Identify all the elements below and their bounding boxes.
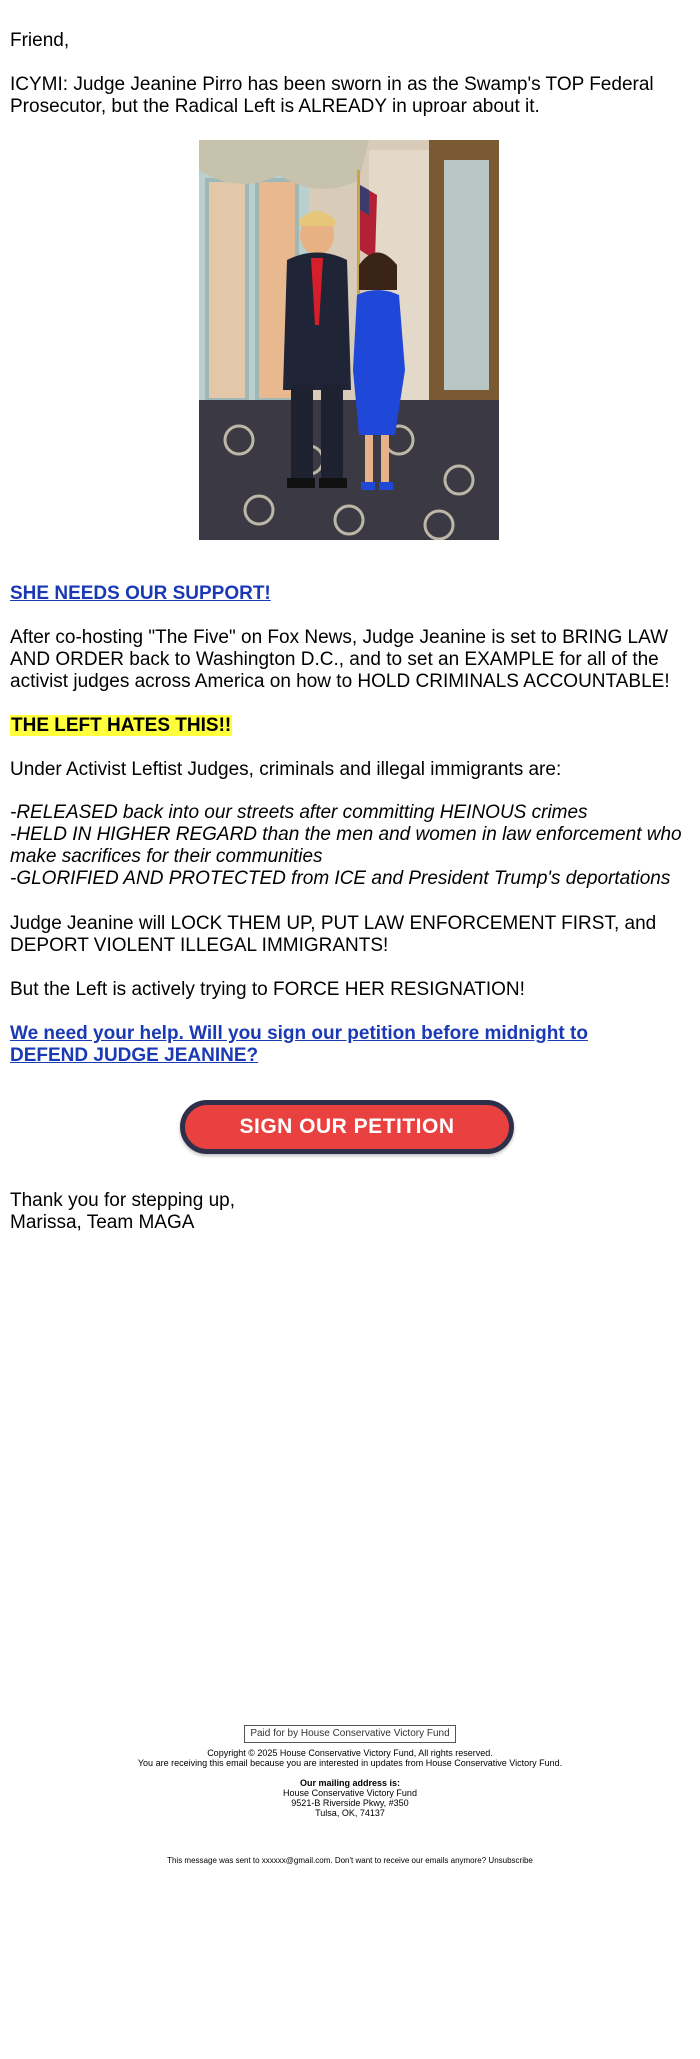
mailing-address-title: Our mailing address is: (299, 1778, 401, 1788)
bullet-item: -GLORIFIED AND PROTECTED from ICE and President Trump's deportations (10, 868, 671, 889)
mailing-address-street: 9521-B Riverside Pkwy, #350 (291, 1798, 409, 1808)
bullet-list (10, 802, 685, 890)
photo-illustration (199, 140, 499, 540)
fox-news-paragraph: After co-hosting "The Five" on Fox News, Judge Jeanine is set to BRING LAW AND ORDER back to Washington D.C., and to set an EXAMPLE for all of the activist judges across America on how to HOLD CRIMINALS ACCOUNTABLE! (10, 627, 670, 692)
force-resignation-paragraph: But the Left is actively trying to FORCE HER RESIGNATION! (10, 979, 525, 1000)
signoff-signature: Marissa, Team MAGA (10, 1212, 195, 1233)
unsubscribe-text[interactable]: This message was sent to xxxxxx@gmail.com. Don't want to receive our emails anymore? Unsubscribe (167, 1856, 533, 1865)
intro-paragraph: ICYMI: Judge Jeanine Pirro has been sworn in as the Swamp's TOP Federal Prosecutor, but the Radical Left is ALREADY in uproar about it. (10, 74, 654, 117)
receiving-reason-text: You are receiving this email because you are interested in updates from House Conservative Victory Fund. (137, 1758, 563, 1768)
signoff-thanks: Thank you for stepping up, (10, 1190, 235, 1211)
lock-them-up-paragraph: Judge Jeanine will LOCK THEM UP, PUT LAW ENFORCEMENT FIRST, and DEPORT VIOLENT ILLEGAL IMMIGRANTS! (10, 913, 657, 956)
photo-trump-pirro (199, 140, 499, 540)
mailing-address-city: Tulsa, OK, 74137 (315, 1808, 385, 1818)
footer (0, 1725, 700, 1866)
bullet-item: -HELD IN HIGHER REGARD than the men and women in law enforcement who make sacrifices for their communities (10, 824, 682, 867)
greeting: Friend, (10, 30, 70, 51)
under-activist-paragraph: Under Activist Leftist Judges, criminals and illegal immigrants are: (10, 759, 562, 780)
highlighted-text: THE LEFT HATES THIS!! (11, 715, 232, 736)
bullet-item: -RELEASED back into our streets after committing HEINOUS crimes (10, 802, 588, 823)
signoff (10, 1190, 235, 1234)
left-hates-this-heading (10, 715, 232, 737)
copyright-text: Copyright © 2025 House Conservative Victory Fund, All rights reserved. (207, 1748, 493, 1758)
sign-petition-button[interactable]: SIGN OUR PETITION (180, 1100, 514, 1154)
paid-for-disclaimer: Paid for by House Conservative Victory Fund (244, 1725, 455, 1743)
support-link[interactable]: SHE NEEDS OUR SUPPORT! (10, 583, 271, 604)
petition-link[interactable]: We need your help. Will you sign our petition before midnight to DEFEND JUDGE JEANINE? (10, 1023, 588, 1066)
mailing-address-org: House Conservative Victory Fund (283, 1788, 417, 1798)
